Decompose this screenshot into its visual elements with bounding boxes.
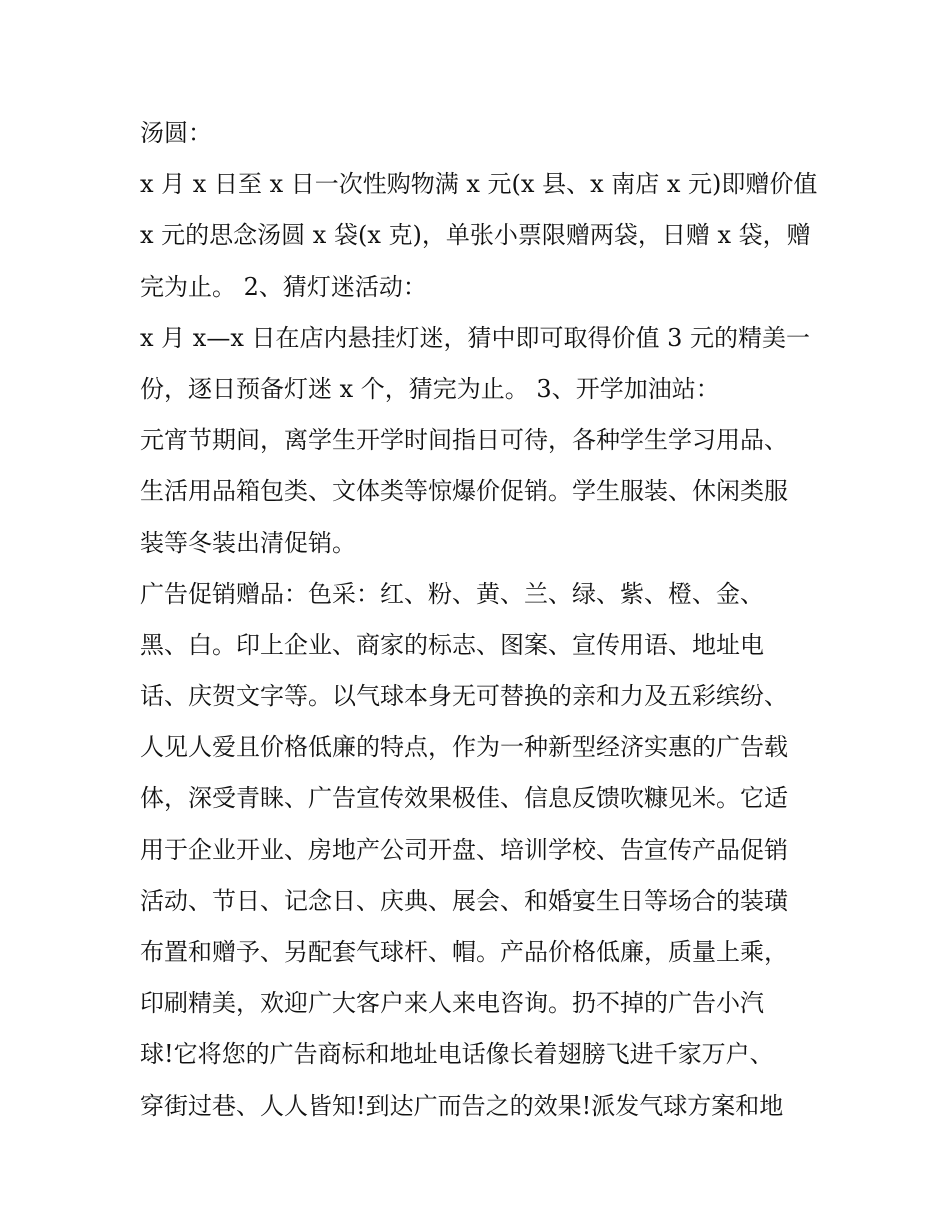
- text-line: 完为止。 2、猜灯迷活动：: [140, 272, 427, 301]
- text-line: 活动、节日、记念日、庆典、展会、和婚宴生日等场合的装璜: [140, 886, 788, 915]
- text-line: 布置和赠予、另配套气球杆、帽。产品价格低廉，质量上乘，: [140, 938, 788, 966]
- text-line: 生活用品箱包类、文体类等惊爆价促销。学生服装、休闲类服: [140, 477, 788, 506]
- text-line: 印刷精美，欢迎广大客户来人来电咨询。扔不掉的广告小汽: [140, 989, 764, 1018]
- text-line: x 元的思念汤圆 x 袋(x 克)，单张小票限赠两袋，日赠 x 袋，赠: [140, 221, 811, 250]
- text-line: 黑、白。印上企业、商家的标志、图案、宣传用语、地址电: [140, 630, 764, 659]
- text-line: 份，逐日预备灯迷 x 个，猜完为止。 3、开学加油站：: [140, 374, 720, 403]
- text-line: 穿街过巷、人人皆知!到达广而告之的效果!派发气球方案和地: [140, 1091, 784, 1120]
- text-line: 体，深受青睐、广告宣传效果极佳、信息反馈吹糠见米。它适: [140, 784, 788, 813]
- text-line: 人见人爱且价格低廉的特点，作为一种新型经济实惠的广告载: [140, 733, 788, 762]
- text-line: 话、庆贺文字等。以气球本身无可替换的亲和力及五彩缤纷、: [140, 682, 788, 711]
- document-body: [140, 108, 820, 1132]
- text-line: x 月 x 日至 x 日一次性购物满 x 元(x 县、x 南店 x 元)即赠价值: [140, 170, 818, 199]
- text-line: 用于企业开业、房地产公司开盘、培训学校、告宣传产品促销: [140, 835, 788, 864]
- text-line: 广告促销赠品：色采：红、粉、黄、兰、绿、紫、橙、金、: [140, 579, 764, 608]
- text-line: 汤圆：: [140, 119, 212, 147]
- text-line: x 月 x—x 日在店内悬挂灯迷，猜中即可取得价值 3 元的精美一: [140, 323, 811, 352]
- text-line: 球!它将您的广告商标和地址电话像长着翅膀飞进千家万户、: [140, 1040, 774, 1069]
- text-line: 元宵节期间，离学生开学时间指日可待，各种学生学习用品、: [140, 426, 788, 455]
- text-line: 装等冬装出清促销。: [140, 528, 356, 557]
